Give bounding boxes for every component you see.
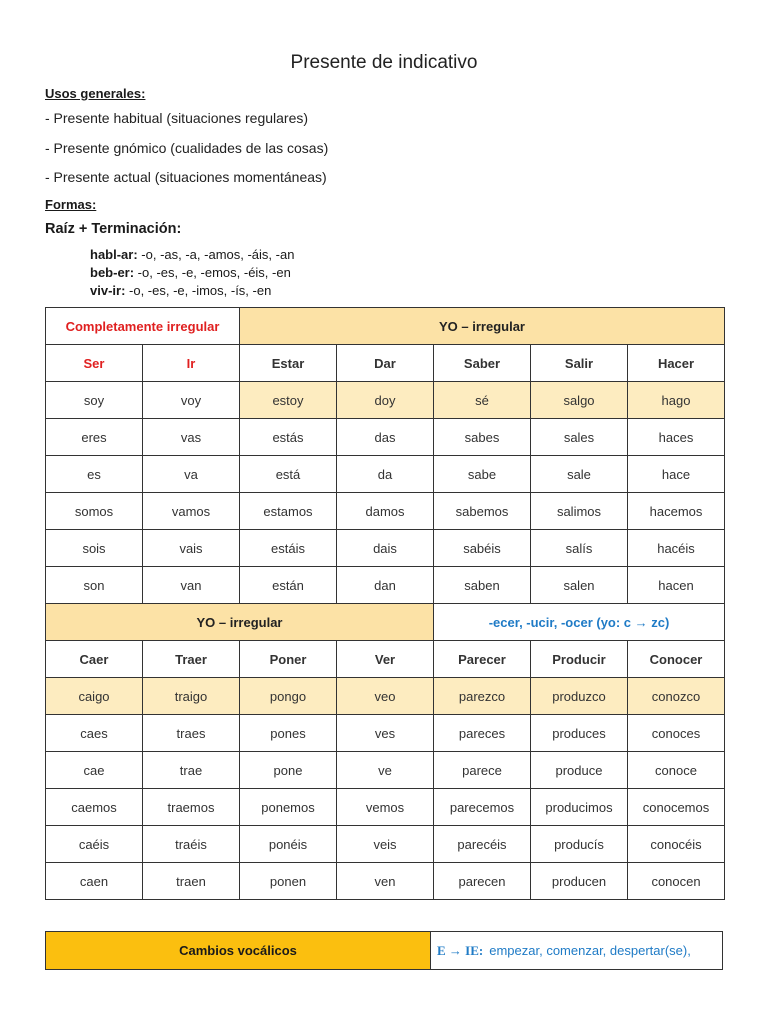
group-zc-verbs: -ecer, -ucir, -ocer (yo: c → zc) <box>434 604 725 641</box>
table-cell: somos <box>46 493 143 530</box>
column-header: Hacer <box>628 345 725 382</box>
table-cell: parecéis <box>434 826 531 863</box>
table-cell: están <box>240 567 337 604</box>
table-cell: traigo <box>143 678 240 715</box>
table-cell: produce <box>531 752 628 789</box>
endings: -o, -as, -a, -amos, -áis, -an <box>137 247 295 262</box>
table-cell: son <box>46 567 143 604</box>
endings: -o, -es, -e, -imos, -ís, -en <box>125 283 272 298</box>
table-cell: parecemos <box>434 789 531 826</box>
table-row <box>46 789 725 826</box>
table-cell: salís <box>531 530 628 567</box>
table-cell: conocéis <box>628 826 725 863</box>
table-cell: ves <box>337 715 434 752</box>
table-cell: haces <box>628 419 725 456</box>
table-row <box>46 863 725 900</box>
table-cell: conoce <box>628 752 725 789</box>
table-cell: saben <box>434 567 531 604</box>
table-cell: produces <box>531 715 628 752</box>
table-cell: ponen <box>240 863 337 900</box>
table-cell: van <box>143 567 240 604</box>
table-cell: hago <box>628 382 725 419</box>
table-cell: trae <box>143 752 240 789</box>
table-cell: damos <box>337 493 434 530</box>
table-cell: pones <box>240 715 337 752</box>
vowel-changes-label: Cambios vocálicos <box>46 932 431 969</box>
table-cell: estás <box>240 419 337 456</box>
conjugation-ir <box>90 283 271 298</box>
column-header: Salir <box>531 345 628 382</box>
table-cell: sale <box>531 456 628 493</box>
conjugation-ar <box>90 247 294 262</box>
table-cell: traemos <box>143 789 240 826</box>
table-cell: ponéis <box>240 826 337 863</box>
column-header: Parecer <box>434 641 531 678</box>
table-cell: parece <box>434 752 531 789</box>
table-row <box>46 678 725 715</box>
stem-label: viv-ir: <box>90 283 126 298</box>
table-cell: caemos <box>46 789 143 826</box>
table-cell: estáis <box>240 530 337 567</box>
table-cell: caéis <box>46 826 143 863</box>
table-cell: producimos <box>531 789 628 826</box>
table-cell: producen <box>531 863 628 900</box>
table-cell: estoy <box>240 382 337 419</box>
table-cell: vais <box>143 530 240 567</box>
table-cell: sabemos <box>434 493 531 530</box>
raiz-heading: Raíz + Terminación: <box>45 221 182 237</box>
table-cell: salgo <box>531 382 628 419</box>
column-header: Ser <box>46 345 143 382</box>
table-cell: da <box>337 456 434 493</box>
table-cell: soy <box>46 382 143 419</box>
table-row <box>46 382 725 419</box>
table-cell: conoces <box>628 715 725 752</box>
table-cell: voy <box>143 382 240 419</box>
table-cell: traéis <box>143 826 240 863</box>
table-cell: hacemos <box>628 493 725 530</box>
group-completely-irregular: Completamente irregular <box>46 308 240 345</box>
table-cell: veo <box>337 678 434 715</box>
table-row <box>46 715 725 752</box>
table-cell: conocen <box>628 863 725 900</box>
table-row <box>46 567 725 604</box>
endings: -o, -es, -e, -emos, -éis, -en <box>134 265 291 280</box>
column-header: Dar <box>337 345 434 382</box>
table-row <box>46 752 725 789</box>
table-cell: sabéis <box>434 530 531 567</box>
uso-item: - Presente habitual (situaciones regulares) <box>45 110 309 126</box>
table-cell: traen <box>143 863 240 900</box>
table-row <box>46 530 725 567</box>
group-yo-irregular-2: YO – irregular <box>46 604 434 641</box>
column-header: Producir <box>531 641 628 678</box>
vowel-change-examples: empezar, comenzar, despertar(se), <box>489 943 691 958</box>
table-cell: caes <box>46 715 143 752</box>
page-title: Presente de indicativo <box>290 52 478 73</box>
formas-heading: Formas: <box>45 197 97 212</box>
table-cell: cae <box>46 752 143 789</box>
group-yo-irregular: YO – irregular <box>240 308 725 345</box>
table-cell: sé <box>434 382 531 419</box>
table-cell: sabe <box>434 456 531 493</box>
irregular-verbs-table <box>45 307 725 900</box>
table-cell: hacen <box>628 567 725 604</box>
uso-item: - Presente actual (situaciones momentáneas) <box>45 169 327 185</box>
table-cell: conocemos <box>628 789 725 826</box>
stem-label: beb-er: <box>90 265 135 280</box>
table-cell: dais <box>337 530 434 567</box>
uso-item: - Presente gnómico (cualidades de las cosas) <box>45 140 329 156</box>
table-cell: sois <box>46 530 143 567</box>
table-cell: ven <box>337 863 434 900</box>
column-header: Ir <box>143 345 240 382</box>
table-cell: estamos <box>240 493 337 530</box>
usos-heading: Usos generales: <box>45 86 146 101</box>
table-row <box>46 826 725 863</box>
table-row <box>46 493 725 530</box>
table-cell: das <box>337 419 434 456</box>
table-cell: pone <box>240 752 337 789</box>
table-cell: está <box>240 456 337 493</box>
table-cell: va <box>143 456 240 493</box>
table-cell: hace <box>628 456 725 493</box>
vowel-change-rule: E → IE: <box>437 942 484 958</box>
table-cell: ponemos <box>240 789 337 826</box>
table-cell: salen <box>531 567 628 604</box>
table-cell: veis <box>337 826 434 863</box>
column-header: Saber <box>434 345 531 382</box>
table-cell: pareces <box>434 715 531 752</box>
column-header: Estar <box>240 345 337 382</box>
column-header: Ver <box>337 641 434 678</box>
table-cell: es <box>46 456 143 493</box>
table-cell: parezco <box>434 678 531 715</box>
column-header: Conocer <box>628 641 725 678</box>
table-cell: vamos <box>143 493 240 530</box>
table-cell: caigo <box>46 678 143 715</box>
stem-label: habl-ar: <box>90 247 138 262</box>
table-cell: conozco <box>628 678 725 715</box>
table-cell: pongo <box>240 678 337 715</box>
column-header: Caer <box>46 641 143 678</box>
table-row <box>46 456 725 493</box>
table-cell: ve <box>337 752 434 789</box>
table-cell: parecen <box>434 863 531 900</box>
table-row <box>46 419 725 456</box>
conjugation-er <box>90 265 291 280</box>
table-cell: dan <box>337 567 434 604</box>
table-cell: traes <box>143 715 240 752</box>
table-cell: hacéis <box>628 530 725 567</box>
table-cell: producís <box>531 826 628 863</box>
vowel-changes-box <box>45 931 723 970</box>
column-header: Poner <box>240 641 337 678</box>
table-cell: sales <box>531 419 628 456</box>
table-cell: vas <box>143 419 240 456</box>
table-cell: doy <box>337 382 434 419</box>
table-cell: sabes <box>434 419 531 456</box>
table-cell: caen <box>46 863 143 900</box>
column-header: Traer <box>143 641 240 678</box>
table-cell: produzco <box>531 678 628 715</box>
table-cell: salimos <box>531 493 628 530</box>
table-cell: vemos <box>337 789 434 826</box>
vowel-changes-content <box>431 932 722 969</box>
table-cell: eres <box>46 419 143 456</box>
